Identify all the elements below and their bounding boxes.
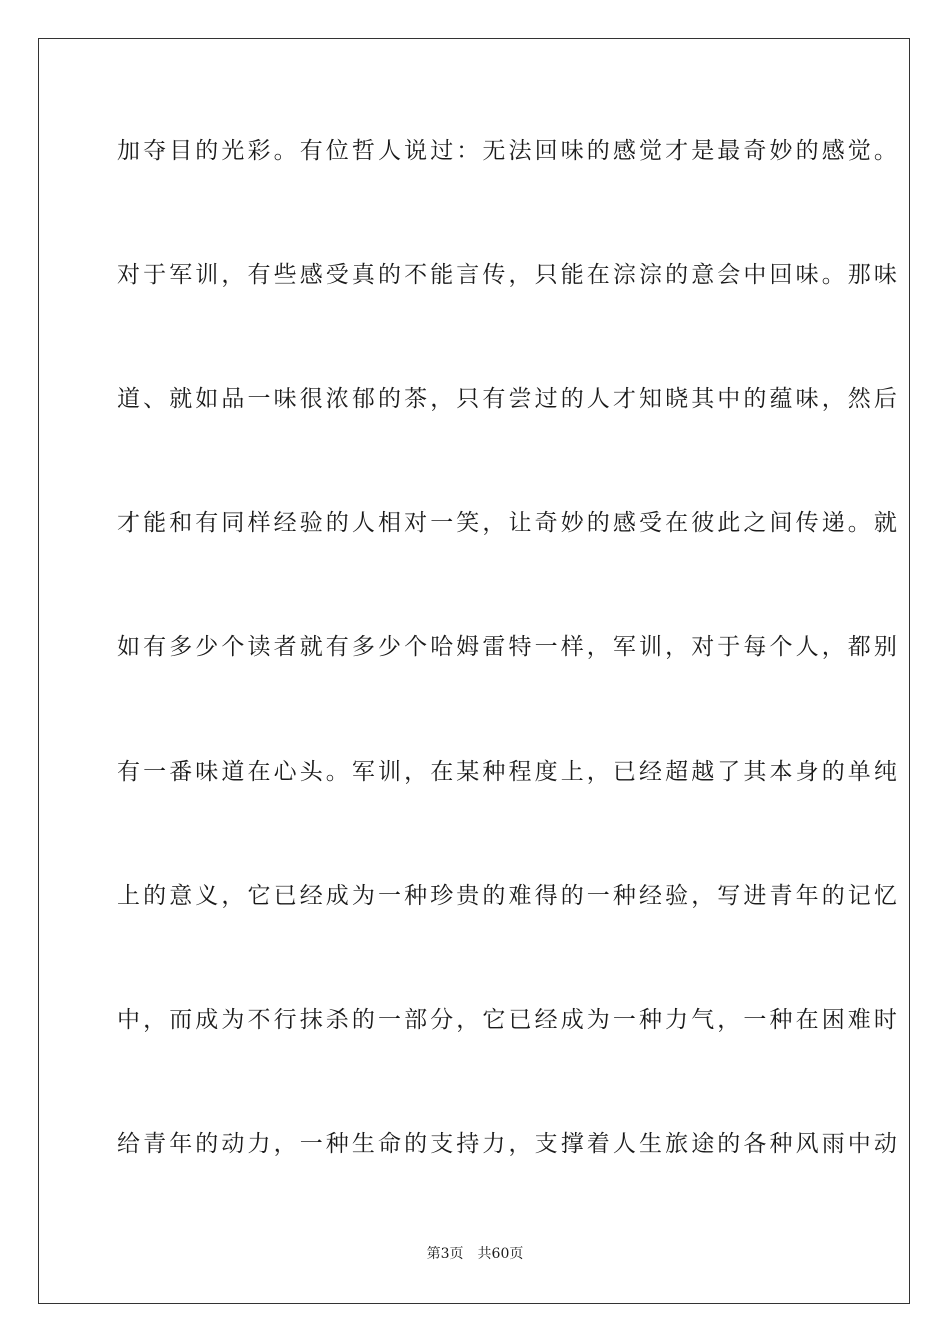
page-total: 共60页 <box>477 1246 524 1262</box>
text-line: 给青年的动力，一种生命的支持力，支撑着人生旅途的各种风雨中动 <box>117 1131 900 1157</box>
text-line: 加夺目的光彩。有位哲人说过：无法回味的感觉才是最奇妙的感觉。 <box>117 138 900 164</box>
text-line: 如有多少个读者就有多少个哈姆雷特一样，军训，对于每个人，都别 <box>117 634 900 660</box>
text-line: 才能和有同样经验的人相对一笑，让奇妙的感受在彼此之间传递。就 <box>117 510 900 536</box>
page-footer <box>0 1244 950 1264</box>
text-line: 上的意义，它已经成为一种珍贵的难得的一种经验，写进青年的记忆 <box>117 883 900 909</box>
text-line: 对于军训，有些感受真的不能言传，只能在淙淙的意会中回味。那味 <box>117 262 900 288</box>
text-line: 道、就如品一味很浓郁的茶，只有尝过的人才知晓其中的蕴味，然后 <box>117 386 900 412</box>
text-line: 有一番味道在心头。军训，在某种程度上，已经超越了其本身的单纯 <box>117 759 900 785</box>
page-number: 第3页 <box>426 1246 464 1262</box>
text-line: 中，而成为不行抹杀的一部分，它已经成为一种力气，一种在困难时 <box>117 1007 900 1033</box>
page-border <box>38 38 910 1304</box>
